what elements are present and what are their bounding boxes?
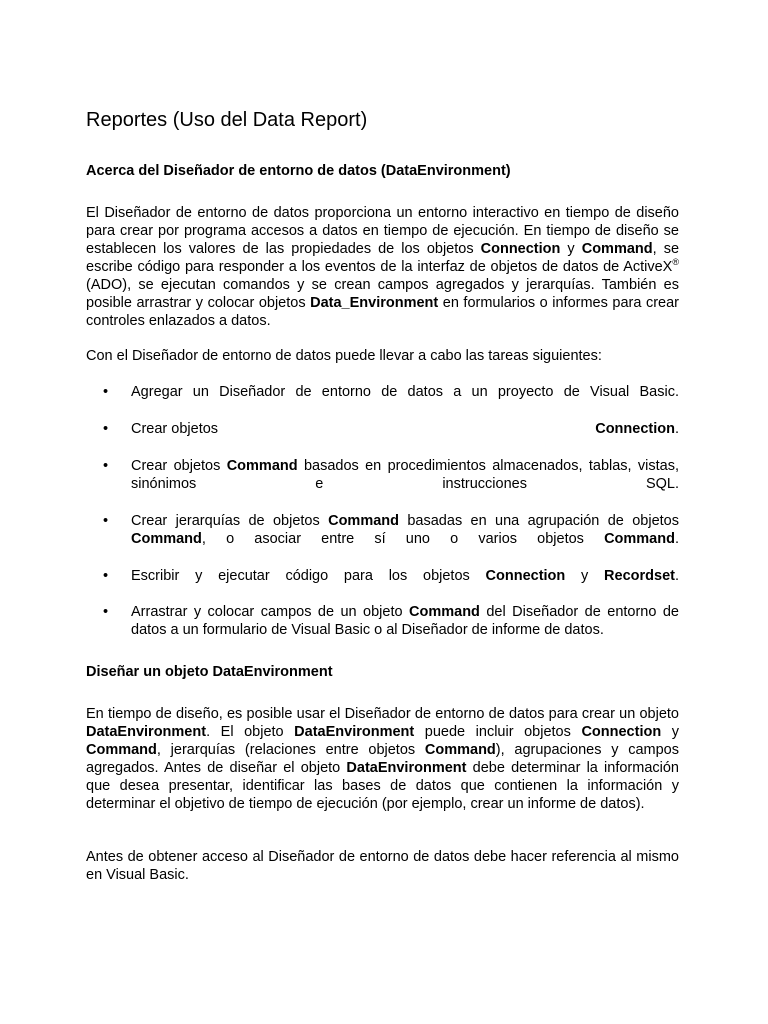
keyword-dataenvironment: DataEnvironment [86,724,207,740]
list-item-text [131,383,679,401]
keyword-connection: Connection [581,724,662,740]
text-run: Arrastrar y colocar campos de un objeto [131,604,410,620]
bullet-icon: • [103,458,109,474]
keyword-command: Command [604,531,675,547]
text-run: basados en procedimientos almacenados, tablas, vistas, sinónimos e instrucciones SQL. [131,458,680,492]
text-run: Crear jerarquías de objetos [131,513,329,529]
text-run: y [560,241,582,257]
text-run: en formularios o informes para crear controles enlazados a datos. [86,295,679,329]
text-run: y [565,568,605,584]
list-item-text [131,457,679,493]
list-item-text [131,603,679,639]
text-run: En tiempo de diseño, es posible usar el Diseñador de entorno de datos para crear un objeto [86,706,679,722]
list-item-text [131,567,679,585]
keyword-command: Command [581,241,653,257]
bullet-icon: • [103,568,109,584]
text-run: . El objeto [206,724,295,740]
bullet-icon: • [103,513,109,529]
text-run: Agregar un Diseñador de entorno de datos a un proyecto de Visual Basic. [131,384,679,400]
text-run: . [674,421,679,437]
section-heading-design: Diseñar un objeto DataEnvironment [86,664,333,680]
text-run: . [674,568,679,584]
section-heading-about: Acerca del Diseñador de entorno de datos (DataEnvironment) [86,163,511,179]
text-run: , jerarquías (relaciones entre objetos [156,742,425,758]
keyword-command: Command [409,604,480,620]
text-run: (ADO), se ejecutan comandos y se crean campos agregados y jerarquías. También es posible arrastrar y colocar objetos [86,277,679,311]
keyword-connection: Connection [480,241,561,257]
keyword-run [595,420,679,438]
text-run: basadas en una agrupación de objetos [399,513,679,529]
text-run: , se escribe código para responder a los eventos de la interfaz de objetos de datos de ActiveX [86,241,680,275]
registered-mark: ® [672,257,679,267]
keyword-dataenvironment: DataEnvironment [294,724,415,740]
keyword-recordset: Recordset [604,568,675,584]
keyword-data-environment: Data_Environment [310,295,439,311]
keyword-command: Command [328,513,399,529]
bullet-icon: • [103,421,109,437]
text-run: El Diseñador de entorno de datos proporciona un entorno interactivo en tiempo de diseño para crear por programa accesos a datos en tiempo de ejecución. En tiempo de diseño se establecen los valores de las propiedades de los objetos [86,205,679,257]
keyword-command: Command [424,742,496,758]
text-run: . [674,531,679,547]
paragraph-reference: Antes de obtener acceso al Diseñador de entorno de datos debe hacer referencia al mismo en Visual Basic. [86,849,679,883]
paragraph-design [86,705,679,813]
text-run: puede incluir objetos [414,724,582,740]
text-run: del Diseñador de entorno de datos a un formulario de Visual Basic o al Diseñador de informe de datos. [131,604,679,638]
keyword-command: Command [131,531,202,547]
list-item-text: Crear objetos Connection. [131,421,679,437]
text-run: , o asociar entre sí uno o varios objetos [201,531,605,547]
bullet-icon: • [103,384,109,400]
text-run: debe determinar la información que desea presentar, identificar las bases de datos que contienen la información y determinar el objetivo de tiempo de ejecución (por ejemplo, crear un informe de datos). [86,760,679,812]
paragraph-intro [86,204,679,330]
text-run: y [661,724,679,740]
list-item-text [131,512,679,548]
paragraph-tasks-intro: Con el Diseñador de entorno de datos puede llevar a cabo las tareas siguientes: [86,348,602,364]
keyword-dataenvironment: DataEnvironment [346,760,467,776]
text-run: ), agrupaciones y campos agregados. Antes de diseñar el objeto [86,742,679,776]
keyword-connection: Connection [595,421,675,437]
bullet-icon: • [103,604,109,620]
text-run: Escribir y ejecutar código para los objetos [131,568,486,584]
page-title: Reportes (Uso del Data Report) [86,109,368,131]
keyword-connection: Connection [485,568,566,584]
keyword-command: Command [86,742,157,758]
text-run: Crear objetos [131,458,227,474]
keyword-command: Command [226,458,298,474]
